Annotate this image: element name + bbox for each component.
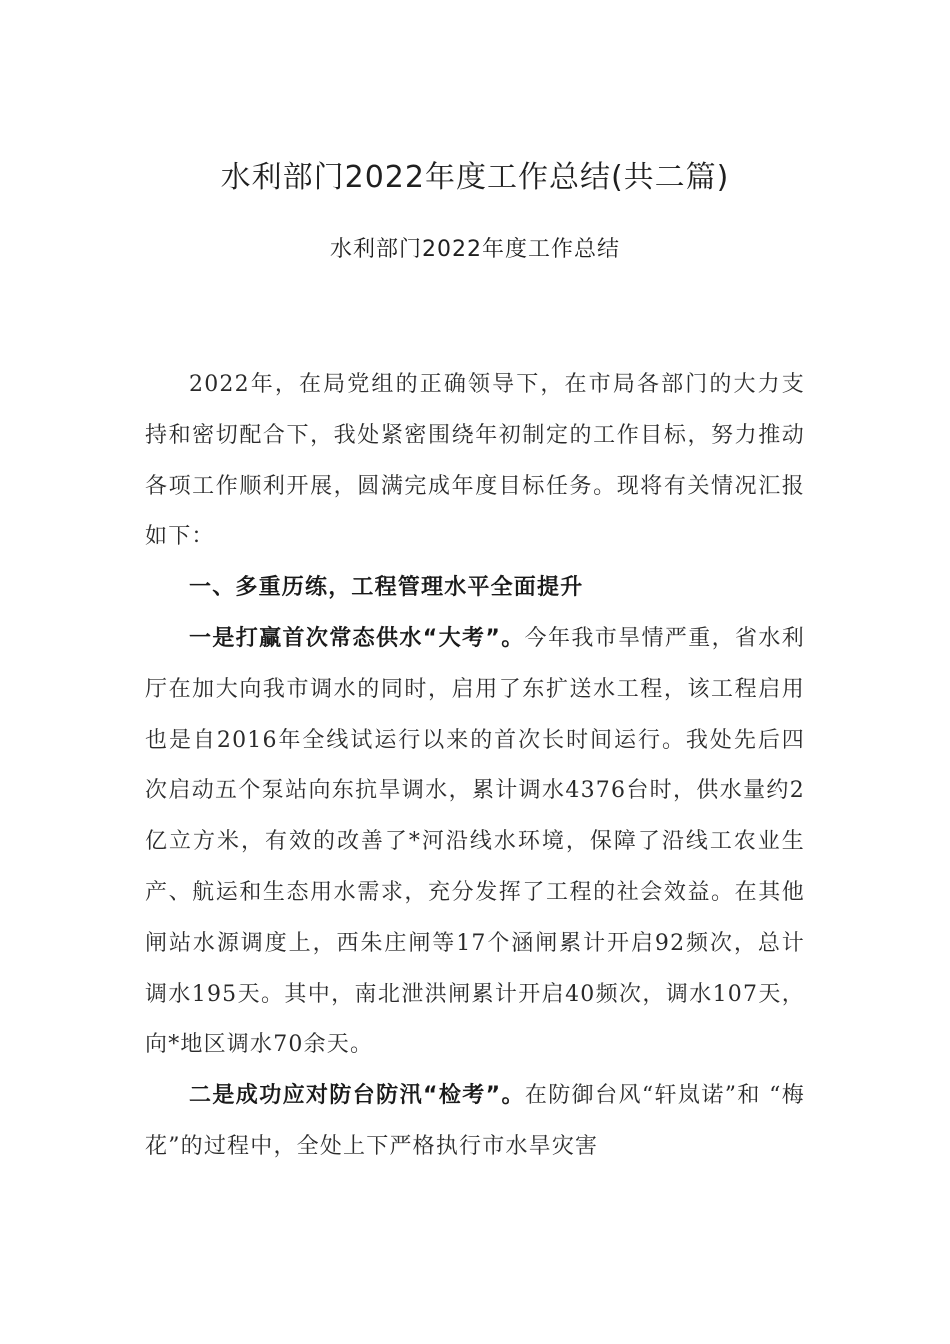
section-heading: 一、多重历练，工程管理水平全面提升 [189,575,584,601]
item-text-2: 在防御台风“轩岚诺”和 “梅花”的过程中，全处上下严格执行市水旱灾害 [145,1083,805,1159]
document-title: 水利部门2022年度工作总结(共二篇) [220,160,730,195]
document-subtitle: 水利部门2022年度工作总结 [330,237,620,262]
item-paragraph-2 [145,1071,805,1173]
item-lead-1: 一是打赢首次常态供水“大考”。 [189,625,525,651]
item-text-1: 今年我市旱情严重，省水利厅在加大向我市调水的同时，启用了东扩送水工程，该工程启用也是自2016年全线试运行以来的首次长时间运行。我处先后四次启动五个泵站向东抗旱调水，累计调水4376台时，供水量约2亿立方米，有效的改善了*河沿线水环境，保障了沿线工农业生产、航运和生态用水需求，充分发挥了工程的社会效益。在其他闸站水源调度上，西朱庄闸等17个涵闸累计开启92频次，总计调水195天。其中，南北泄洪闸累计开启40频次，调水107天，向*地区调水70余天。 [145,625,806,1058]
intro-paragraph: 2022年，在局党组的正确领导下，在市局各部门的大力支持和密切配合下，我处紧密围绕年初制定的工作目标，努力推动各项工作顺利开展，圆满完成年度目标任务。现将有关情况汇报如下： [145,372,805,550]
item-lead-2: 二是成功应对防台防汛“检考”。 [189,1083,525,1109]
item-paragraph-1 [145,614,805,1071]
document-body [145,360,805,1173]
